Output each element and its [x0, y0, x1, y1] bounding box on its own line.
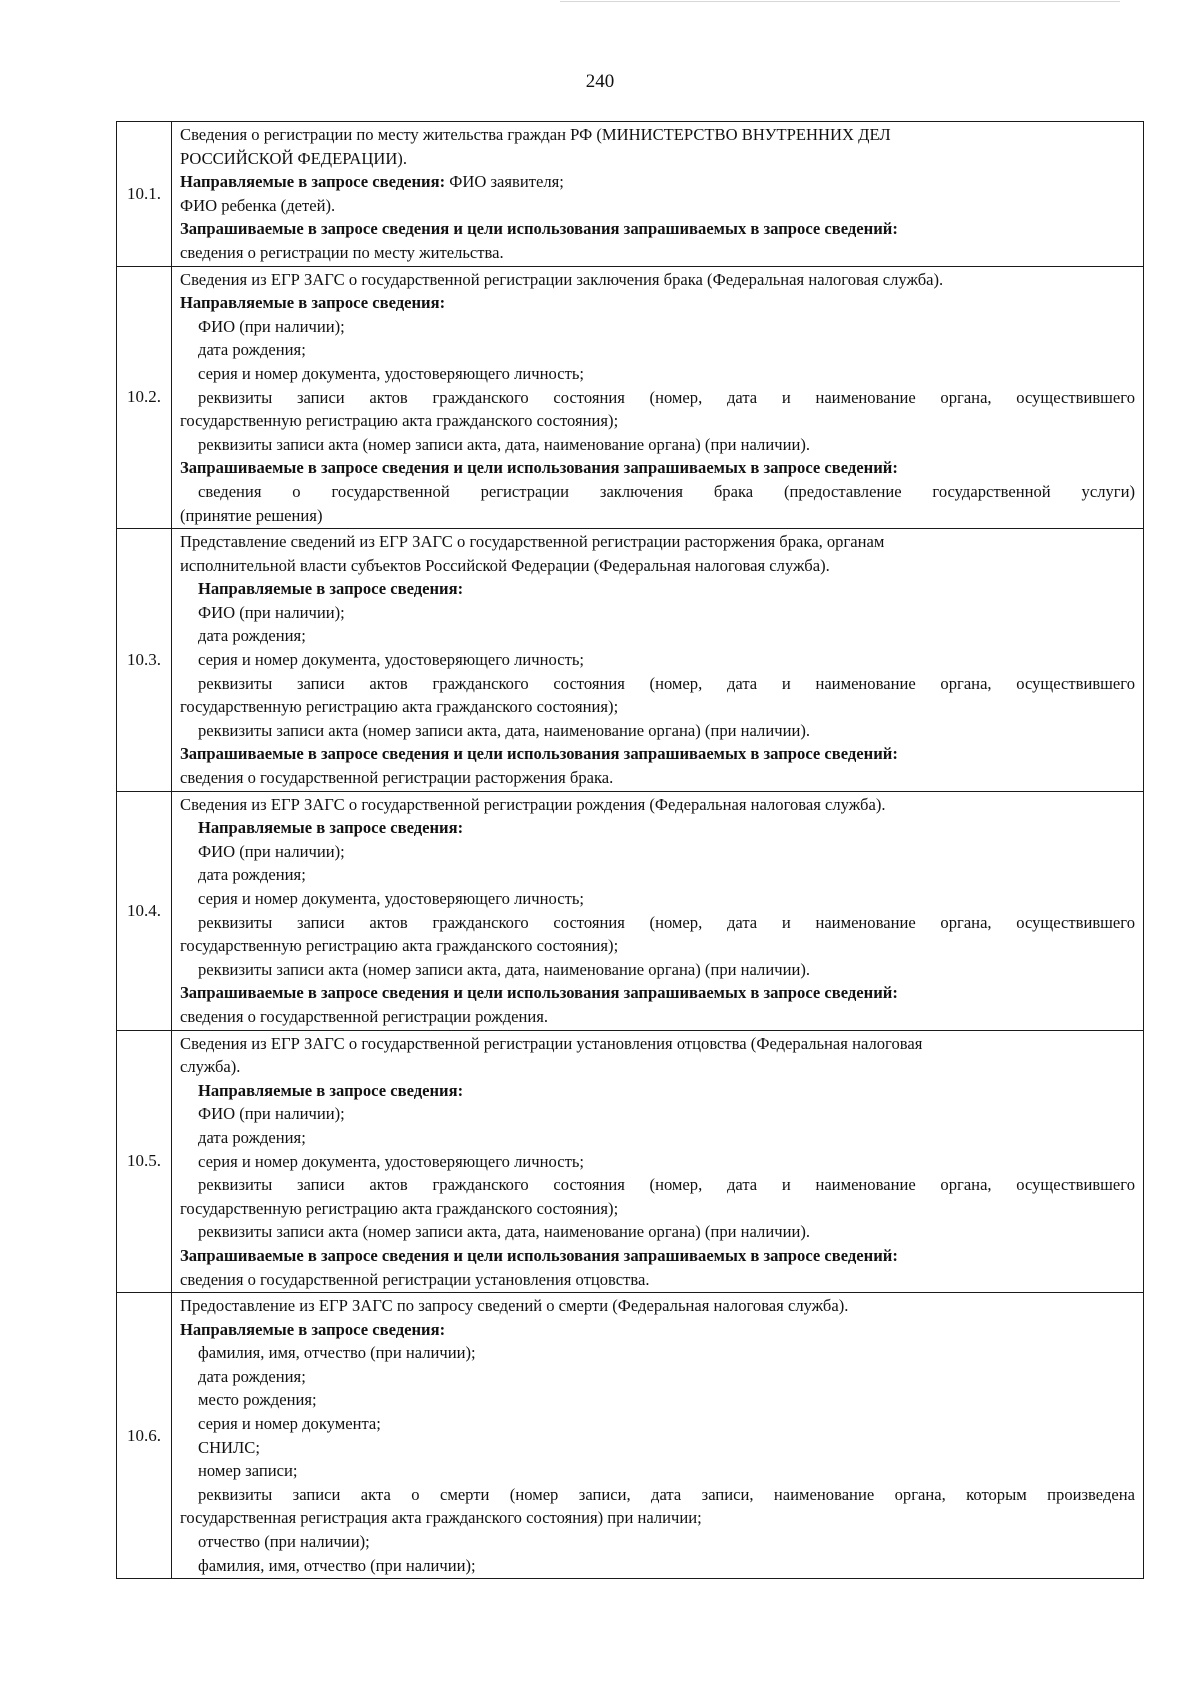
content-line — [180, 194, 1135, 218]
line-text: дата рождения; — [198, 340, 306, 360]
section-heading: Направляемые в запросе сведения: — [198, 818, 464, 838]
row-content — [180, 529, 1135, 791]
line-text: ФИО ребенка (детей). — [180, 195, 336, 215]
line-text: ФИО (при наличии); — [198, 602, 345, 622]
table-row — [117, 1030, 1144, 1293]
content-line — [180, 766, 1135, 790]
line-text: фамилия, имя, отчество (при наличии); — [198, 1555, 476, 1575]
content-line — [180, 1436, 1135, 1460]
line-text: место рождения; — [198, 1390, 317, 1410]
content-line — [180, 816, 1135, 840]
line-text: реквизиты записи акта (номер записи акта, дата, наименование органа) (при наличии). — [198, 1222, 810, 1242]
section-heading: Запрашиваемые в запросе сведения и цели использования запрашиваемых в запросе сведений: — [180, 1245, 898, 1265]
line-text: государственную регистрацию акта гражданского состояния); — [180, 411, 619, 431]
content-line — [180, 577, 1135, 601]
content-line — [180, 1294, 1135, 1318]
line-text: государственную регистрацию акта гражданского состояния); — [180, 1198, 619, 1218]
line-text: государственную регистрацию акта гражданского состояния); — [180, 697, 619, 717]
content-line — [180, 1483, 1135, 1507]
row-number: 10.4. — [117, 791, 172, 1030]
content-line — [180, 1341, 1135, 1365]
content-line — [180, 480, 1135, 504]
content-line — [180, 672, 1135, 696]
row-number: 10.5. — [117, 1030, 172, 1293]
table-row — [117, 791, 1144, 1030]
content-line — [180, 1554, 1135, 1578]
content-line — [180, 433, 1135, 457]
content-line — [180, 742, 1135, 766]
line-text: серия и номер документа, удостоверяющего личность; — [198, 889, 584, 908]
content-line — [180, 362, 1135, 386]
content-line — [180, 456, 1135, 480]
line-text: реквизиты записи акта (номер записи акта, дата, наименование органа) (при наличии). — [198, 959, 810, 979]
content-line — [180, 840, 1135, 864]
table-row — [117, 529, 1144, 792]
content-line — [180, 504, 1135, 528]
content-line — [180, 1173, 1135, 1197]
content-line — [180, 624, 1135, 648]
table-row — [117, 1293, 1144, 1579]
content-line — [180, 1150, 1135, 1174]
content-line — [180, 1102, 1135, 1126]
line-text: сведения о государственной регистрации заключения брака (предоставление государственной услуги) — [198, 481, 1135, 501]
row-content-cell — [172, 529, 1144, 792]
content-line — [180, 1005, 1135, 1029]
row-content — [180, 267, 1135, 529]
row-content — [180, 792, 1135, 1030]
content-line — [180, 887, 1135, 911]
content-line — [180, 338, 1135, 362]
line-text: реквизиты записи актов гражданского состояния (номер, дата и наименование органа, осуществившего — [198, 387, 1135, 407]
content-line — [180, 934, 1135, 958]
content-line — [180, 530, 1135, 554]
line-text: служба). — [180, 1057, 241, 1077]
content-line — [180, 1197, 1135, 1221]
section-heading: Направляемые в запросе сведения: — [180, 1319, 446, 1339]
content-line — [180, 1032, 1135, 1056]
content-line — [180, 981, 1135, 1005]
line-text: серия и номер документа, удостоверяющего личность; — [198, 1151, 584, 1171]
line-text: исполнительной власти субъектов Российской Федерации (Федеральная налоговая служба). — [180, 555, 830, 575]
row-content — [180, 1031, 1135, 1293]
content-line — [180, 648, 1135, 672]
content-line — [180, 1244, 1135, 1268]
row-number: 10.3. — [117, 529, 172, 792]
line-text: отчество (при наличии); — [198, 1532, 370, 1552]
section-heading: Направляемые в запросе сведения: — [198, 579, 464, 599]
line-text: реквизиты записи актов гражданского состояния (номер, дата и наименование органа, осуществившего — [198, 673, 1135, 693]
content-line — [180, 170, 1135, 194]
row-content-cell — [172, 122, 1144, 267]
line-text: реквизиты записи акта (номер записи акта, дата, наименование органа) (при наличии). — [198, 434, 810, 454]
line-text: серия и номер документа, удостоверяющего личность; — [198, 650, 584, 670]
section-heading: Запрашиваемые в запросе сведения и цели использования запрашиваемых в запросе сведений: — [180, 219, 898, 239]
line-text: Сведения из ЕГР ЗАГС о государственной регистрации установления отцовства (Федеральная налоговая — [180, 1033, 923, 1053]
row-content-cell — [172, 1030, 1144, 1293]
content-line — [180, 793, 1135, 817]
line-text: серия и номер документа, удостоверяющего личность; — [198, 363, 584, 383]
line-text: реквизиты записи актов гражданского состояния (номер, дата и наименование органа, осуществившего — [198, 912, 1135, 932]
row-content-cell — [172, 266, 1144, 529]
line-text: сведения о государственной регистрации установления отцовства. — [180, 1269, 650, 1289]
line-text: дата рождения; — [198, 1366, 306, 1386]
content-line — [180, 217, 1135, 241]
line-text: СНИЛС; — [198, 1437, 260, 1457]
section-heading: Направляемые в запросе сведения: — [180, 293, 446, 313]
content-line — [180, 291, 1135, 315]
content-line — [180, 1530, 1135, 1554]
line-text: государственную регистрацию акта гражданского состояния); — [180, 936, 619, 956]
line-text: Представление сведений из ЕГР ЗАГС о государственной регистрации расторжения брака, органам — [180, 532, 885, 552]
line-text: ФИО (при наличии); — [198, 841, 345, 861]
line-text: ФИО (при наличии); — [198, 1104, 345, 1124]
content-line — [180, 1365, 1135, 1389]
page-number: 240 — [585, 71, 615, 92]
line-text: реквизиты записи акта о смерти (номер записи, дата записи, наименование органа, которым произведена — [198, 1484, 1135, 1504]
line-text: ФИО (при наличии); — [198, 316, 345, 336]
row-content — [180, 1293, 1135, 1578]
row-content — [180, 122, 1135, 266]
line-text: фамилия, имя, отчество (при наличии); — [198, 1343, 476, 1363]
scan-edge-line — [560, 1, 1120, 2]
content-line — [180, 268, 1135, 292]
content-line — [180, 911, 1135, 935]
content-line — [180, 315, 1135, 339]
content-line — [180, 601, 1135, 625]
line-text: РОССИЙСКОЙ ФЕДЕРАЦИИ). — [180, 148, 407, 168]
content-line — [180, 409, 1135, 433]
section-heading: Направляемые в запросе сведения: — [198, 1080, 464, 1100]
content-line — [180, 386, 1135, 410]
content-line — [180, 1459, 1135, 1483]
section-heading: Направляемые в запросе сведения: — [180, 172, 446, 192]
section-heading: Запрашиваемые в запросе сведения и цели использования запрашиваемых в запросе сведений: — [180, 983, 898, 1003]
line-text: дата рождения; — [198, 865, 306, 885]
line-text: (принятие решения) — [180, 505, 323, 525]
line-text: Сведения из ЕГР ЗАГС о государственной регистрации рождения (Федеральная налоговая служба). — [180, 794, 886, 814]
content-line — [180, 1126, 1135, 1150]
row-number: 10.6. — [117, 1293, 172, 1579]
line-tail-text: ФИО заявителя; — [445, 172, 564, 192]
content-line — [180, 958, 1135, 982]
content-line — [180, 1388, 1135, 1412]
content-line — [180, 123, 1135, 147]
line-text: Предоставление из ЕГР ЗАГС по запросу сведений о смерти (Федеральная налоговая служба). — [180, 1296, 849, 1316]
line-text: сведения о государственной регистрации рождения. — [180, 1006, 549, 1026]
line-text: сведения о государственной регистрации расторжения брака. — [180, 768, 614, 788]
line-text: Сведения о регистрации по месту жительства граждан РФ (МИНИСТЕРСТВО ВНУТРЕННИХ ДЕЛ — [180, 125, 891, 144]
content-line — [180, 147, 1135, 171]
line-text: реквизиты записи акта (номер записи акта, дата, наименование органа) (при наличии). — [198, 720, 810, 740]
line-text: серия и номер документа; — [198, 1414, 381, 1434]
content-line — [180, 1318, 1135, 1342]
content-line — [180, 719, 1135, 743]
content-line — [180, 1079, 1135, 1103]
table-row — [117, 122, 1144, 267]
table-body — [117, 122, 1144, 1579]
content-line — [180, 1268, 1135, 1292]
row-number: 10.2. — [117, 266, 172, 529]
content-line — [180, 695, 1135, 719]
content-line — [180, 241, 1135, 265]
content-line — [180, 1220, 1135, 1244]
table-row — [117, 266, 1144, 529]
content-line — [180, 1506, 1135, 1530]
row-content-cell — [172, 1293, 1144, 1579]
content-line — [180, 863, 1135, 887]
line-text: дата рождения; — [198, 1127, 306, 1147]
line-text: государственная регистрация акта гражданского состояния) при наличии; — [180, 1508, 702, 1528]
line-text: Сведения из ЕГР ЗАГС о государственной регистрации заключения брака (Федеральная налоговая служба). — [180, 269, 944, 289]
content-line — [180, 554, 1135, 578]
row-number: 10.1. — [117, 122, 172, 267]
line-text: номер записи; — [198, 1461, 298, 1481]
row-content-cell — [172, 791, 1144, 1030]
services-table — [116, 121, 1144, 1579]
content-line — [180, 1055, 1135, 1079]
section-heading: Запрашиваемые в запросе сведения и цели использования запрашиваемых в запросе сведений: — [180, 744, 898, 764]
line-text: дата рождения; — [198, 626, 306, 646]
line-text: реквизиты записи актов гражданского состояния (номер, дата и наименование органа, осуществившего — [198, 1175, 1135, 1195]
section-heading: Запрашиваемые в запросе сведения и цели использования запрашиваемых в запросе сведений: — [180, 458, 898, 478]
line-text: сведения о регистрации по месту жительства. — [180, 242, 504, 262]
content-line — [180, 1412, 1135, 1436]
